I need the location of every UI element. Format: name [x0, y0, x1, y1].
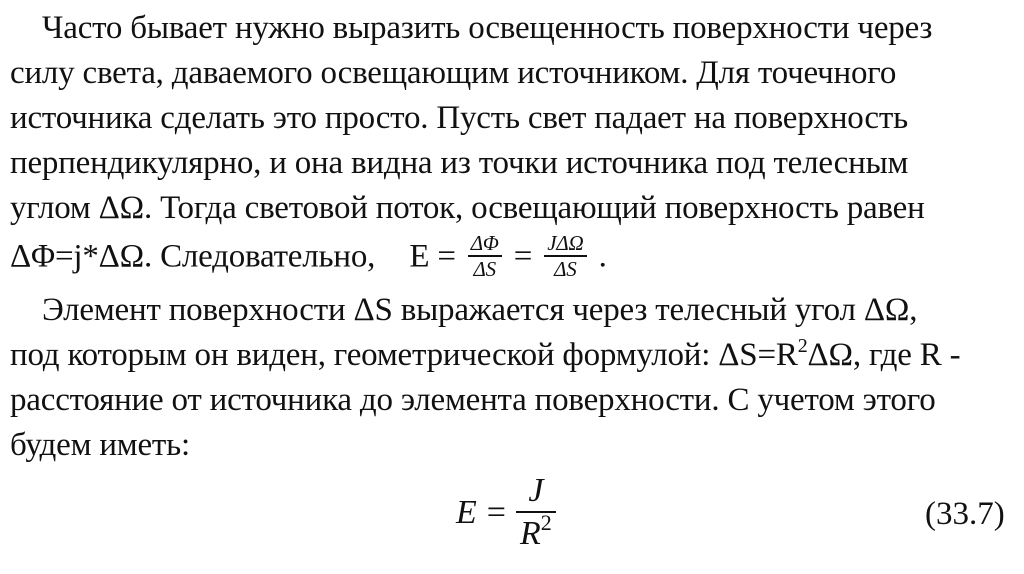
equation-33-7 [456, 468, 556, 558]
equation-fraction [516, 471, 556, 555]
flux-statement: ΔΦ=j*ΔΩ. Следовательно, [10, 238, 376, 275]
equation-number: (33.7) [925, 496, 1005, 532]
equation-lhs: E [456, 494, 477, 531]
fraction-numerator: JΔΩ [544, 231, 586, 257]
equation-denominator-base: R [519, 515, 541, 552]
paragraph2-line2-start: под которым он виден, геометрической формулой: ΔS=R [10, 337, 798, 373]
paragraph1-line3: источника сделать это просто. Пусть свет падает на поверхность [10, 100, 908, 136]
equation-numerator: J [516, 471, 556, 513]
paragraph1-line6 [10, 231, 607, 284]
paragraph2-line2-end: ΔΩ, где R - [807, 337, 961, 373]
paragraph2-line1: Элемент поверхности ΔS выражается через телесный угол ΔΩ, [42, 292, 918, 328]
fraction-intensity-over-area [544, 231, 586, 281]
equation-denominator-exponent: 2 [540, 510, 552, 535]
equation-equals: = [486, 494, 506, 531]
equals-sign: = [513, 238, 533, 275]
paragraph1-line5: углом ΔΩ. Тогда световой поток, освещающий поверхность равен [10, 190, 925, 226]
paragraph2-line3: расстояние от источника до элемента поверхности. С учетом этого [10, 382, 936, 418]
fraction-denominator: ΔS [554, 257, 577, 281]
fraction-flux-over-area [468, 231, 502, 281]
equation-denominator [516, 510, 556, 555]
illuminance-lhs: E = [409, 238, 456, 275]
paragraph1-line4: перпендикулярно, и она видна из точки источника под телесным [10, 145, 909, 181]
superscript-two: 2 [797, 335, 808, 357]
fraction-denominator: ΔS [473, 257, 496, 281]
fraction-numerator: ΔΦ [468, 231, 502, 257]
paragraph2-line2 [10, 333, 960, 377]
paragraph1-line2: силу света, даваемого освещающим источником. Для точечного [10, 55, 897, 91]
formula-period: . [598, 238, 607, 275]
paragraph2-line4: будем иметь: [10, 427, 190, 463]
paragraph1-line1: Часто бывает нужно выразить освещенность поверхности через [42, 10, 933, 46]
